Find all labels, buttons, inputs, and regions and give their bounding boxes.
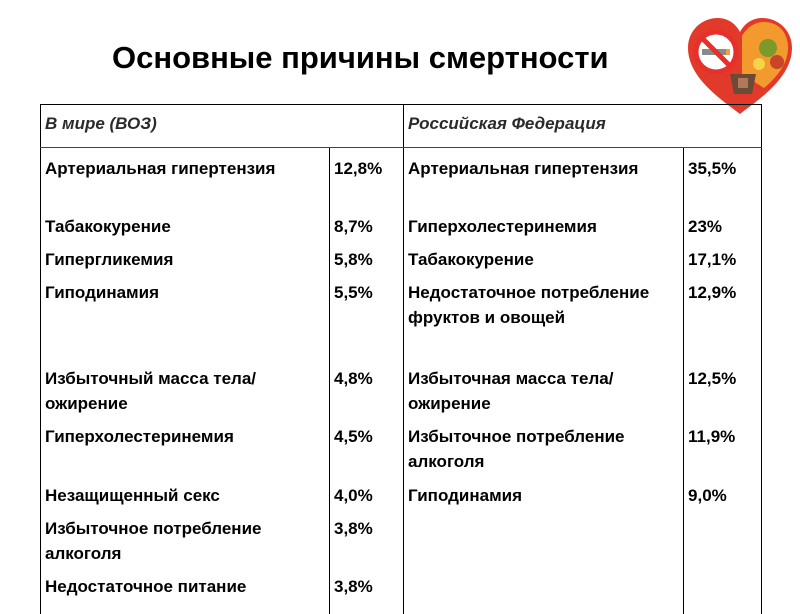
world-percent: 4,5% bbox=[330, 424, 404, 483]
table-row bbox=[41, 424, 762, 483]
page-title: Основные причины смертности bbox=[112, 40, 609, 75]
no-smoking-heart-icon bbox=[682, 14, 798, 118]
table-row bbox=[41, 247, 762, 280]
table-row bbox=[41, 280, 762, 364]
russia-percent: 12,5% bbox=[684, 364, 762, 424]
world-percent: 3,8% bbox=[330, 574, 404, 614]
russia-percent bbox=[684, 574, 762, 614]
russia-cause: Недостаточное потребление фруктов и овощей bbox=[404, 280, 684, 364]
russia-cause bbox=[404, 574, 684, 614]
table-row bbox=[41, 483, 762, 516]
table-row bbox=[41, 214, 762, 247]
world-cause: Табакокурение bbox=[41, 214, 330, 247]
world-cause: Недостаточное питание bbox=[41, 574, 330, 614]
world-percent: 8,7% bbox=[330, 214, 404, 247]
world-cause: Избыточное потребление алкоголя bbox=[41, 516, 330, 574]
russia-percent: 23% bbox=[684, 214, 762, 247]
russia-cause bbox=[404, 516, 684, 574]
world-percent: 4,0% bbox=[330, 483, 404, 516]
russia-percent: 9,0% bbox=[684, 483, 762, 516]
mortality-causes-table bbox=[40, 104, 762, 614]
russia-percent bbox=[684, 516, 762, 574]
header-russia: Российская Федерация bbox=[404, 105, 762, 148]
russia-cause: Избыточное потребление алкоголя bbox=[404, 424, 684, 483]
table-row bbox=[41, 574, 762, 614]
world-cause: Незащищенный секс bbox=[41, 483, 330, 516]
world-percent: 12,8% bbox=[330, 148, 404, 215]
table-row bbox=[41, 364, 762, 424]
world-percent: 3,8% bbox=[330, 516, 404, 574]
world-percent: 5,5% bbox=[330, 280, 404, 364]
russia-cause: Гиперхолестеринемия bbox=[404, 214, 684, 247]
russia-cause: Гиподинамия bbox=[404, 483, 684, 516]
table-header-row bbox=[41, 105, 762, 148]
table-row bbox=[41, 148, 762, 215]
russia-percent: 11,9% bbox=[684, 424, 762, 483]
world-percent: 4,8% bbox=[330, 364, 404, 424]
russia-percent: 17,1% bbox=[684, 247, 762, 280]
header-world: В мире (ВОЗ) bbox=[41, 105, 404, 148]
russia-percent: 35,5% bbox=[684, 148, 762, 215]
russia-cause: Избыточная масса тела/ ожирение bbox=[404, 364, 684, 424]
world-cause: Гипергликемия bbox=[41, 247, 330, 280]
world-cause: Избыточный масса тела/ ожирение bbox=[41, 364, 330, 424]
table-row bbox=[41, 516, 762, 574]
russia-percent: 12,9% bbox=[684, 280, 762, 364]
world-cause: Артериальная гипертензия bbox=[41, 148, 330, 215]
russia-cause: Табакокурение bbox=[404, 247, 684, 280]
world-cause: Гиподинамия bbox=[41, 280, 330, 364]
world-percent: 5,8% bbox=[330, 247, 404, 280]
world-cause: Гиперхолестеринемия bbox=[41, 424, 330, 483]
russia-cause: Артериальная гипертензия bbox=[404, 148, 684, 215]
